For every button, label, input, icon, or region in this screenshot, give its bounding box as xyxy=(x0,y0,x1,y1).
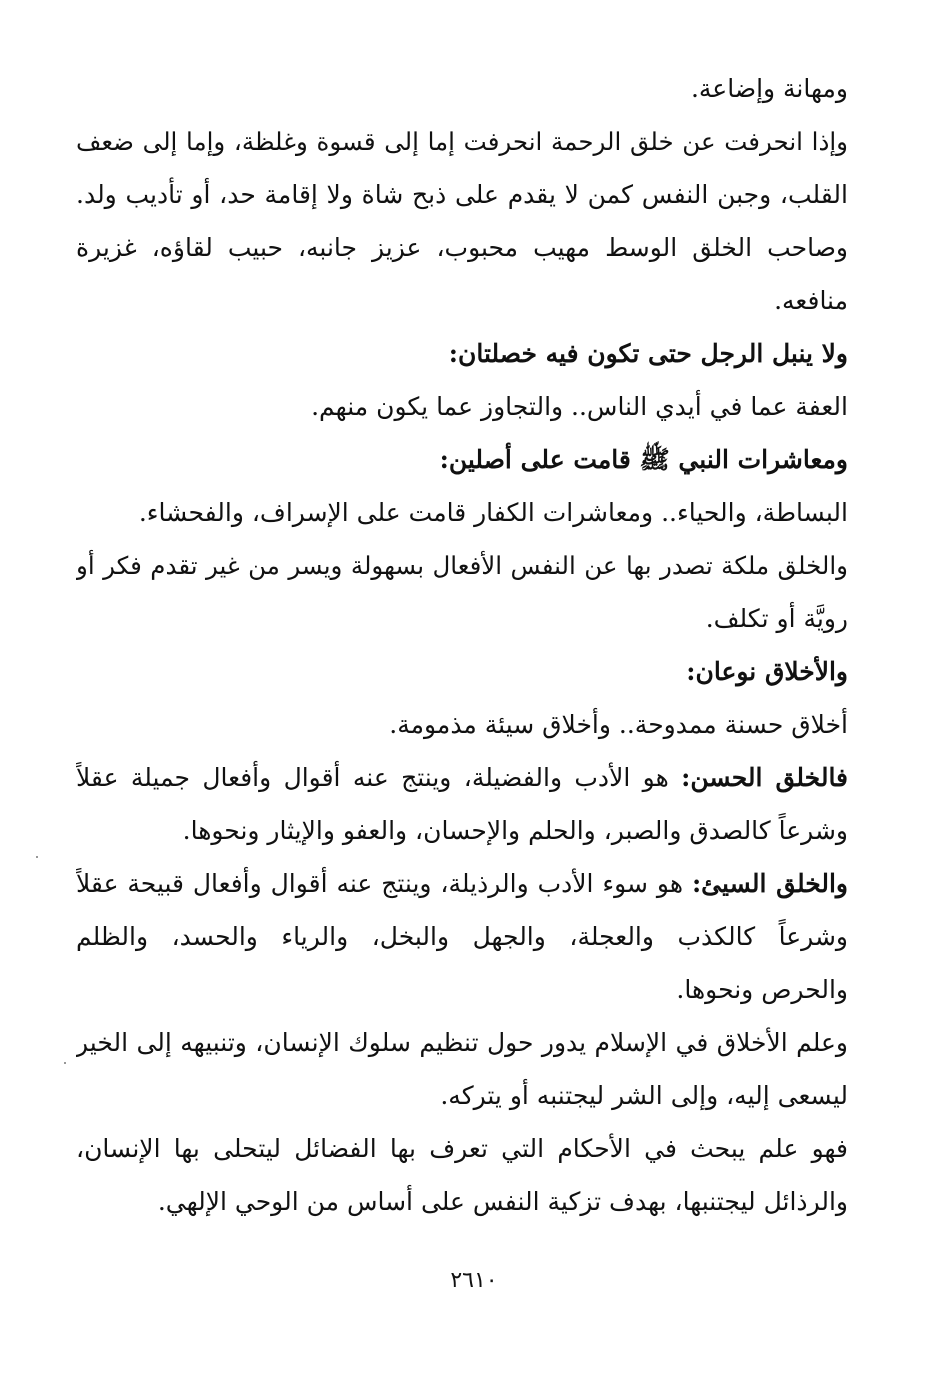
text-line: رويَّة أو تكلف. xyxy=(705,604,848,633)
text-line: والخلق ملكة تصدر بها عن النفس الأفعال بسهولة ويسر من غير تقدم فكر أو xyxy=(76,551,848,580)
text-line xyxy=(76,751,848,804)
text-line: ليسعى إليه، وإلى الشر ليجتنبه أو يتركه. xyxy=(440,1081,848,1110)
text-line: والرذائل ليجتنبها، بهدف تزكية النفس على أساس من الوحي الإلهي. xyxy=(157,1187,848,1216)
text-line: والحرص ونحوها. xyxy=(676,975,848,1004)
term-lead: والخلق السيئ: xyxy=(691,869,848,898)
text-line: ومهانة وإضاعة. xyxy=(690,74,848,103)
text-line: البساطة، والحياء.. ومعاشرات الكفار قامت على الإسراف، والفحشاء. xyxy=(138,498,848,527)
scan-speck xyxy=(64,1062,66,1064)
term-definition: هو سوء الأدب والرذيلة، وينتج عنه أقوال وأفعال قبيحة عقلاً xyxy=(76,869,684,898)
text-line: وصاحب الخلق الوسط مهيب محبوب، عزيز جانبه، حبيب لقاؤه، غزيرة xyxy=(76,233,848,262)
section-heading: ولا ينبل الرجل حتى تكون فيه خصلتان: xyxy=(448,339,848,368)
term-lead: فالخلق الحسن: xyxy=(681,763,848,792)
text-line: منافعه. xyxy=(774,286,848,315)
section-heading: ومعاشرات النبي ﷺ قامت على أصلين: xyxy=(439,445,848,474)
section-heading: والأخلاق نوعان: xyxy=(686,657,848,686)
text-line: وشرعاً كالكذب والعجلة، والجهل والبخل، والرياء والحسد، والظلم xyxy=(76,922,848,951)
page-number: ٢٦١٠ xyxy=(450,1268,498,1293)
body-text xyxy=(76,62,848,1228)
text-line: أخلاق حسنة ممدوحة.. وأخلاق سيئة مذمومة. xyxy=(389,710,848,739)
text-line xyxy=(76,857,848,910)
text-line: القلب، وجبن النفس كمن لا يقدم على ذبح شاة ولا إقامة حد، أو تأديب ولد. xyxy=(76,180,848,209)
text-line: وإذا انحرفت عن خلق الرحمة انحرفت إما إلى قسوة وغلظة، وإما إلى ضعف xyxy=(76,127,848,156)
text-line: وشرعاً كالصدق والصبر، والحلم والإحسان، والعفو والإيثار ونحوها. xyxy=(182,816,848,845)
text-line: العفة عما في أيدي الناس.. والتجاوز عما يكون منهم. xyxy=(311,392,848,421)
text-line: وعلم الأخلاق في الإسلام يدور حول تنظيم سلوك الإنسان، وتنبيهه إلى الخير xyxy=(76,1028,848,1057)
text-line: فهو علم يبحث في الأحكام التي تعرف بها الفضائل ليتحلى بها الإنسان، xyxy=(76,1134,848,1163)
term-definition: هو الأدب والفضيلة، وينتج عنه أقوال وأفعال جميلة عقلاً xyxy=(76,763,669,792)
scan-speck xyxy=(36,856,38,858)
